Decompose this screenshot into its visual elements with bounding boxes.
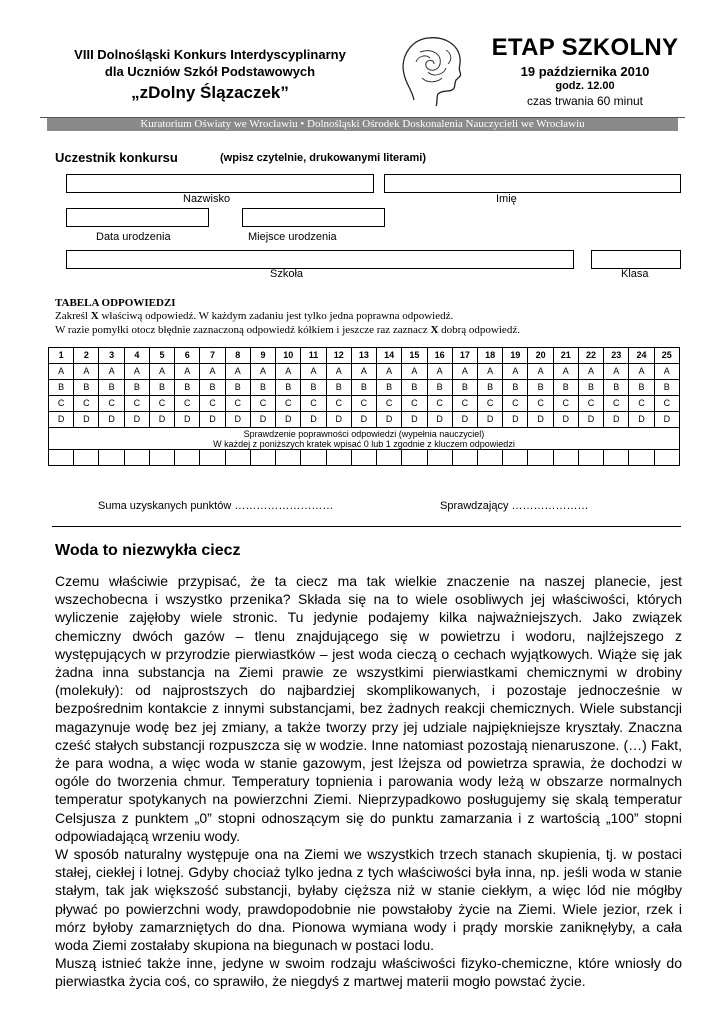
answer-option-cell[interactable]: B [503,380,528,396]
answer-option-cell[interactable]: B [402,380,427,396]
answer-option-cell[interactable]: A [200,364,225,380]
answer-option-cell[interactable]: A [553,364,578,380]
score-cell[interactable] [200,450,225,466]
contest-name: „zDolny Ślązaczek” [131,83,289,102]
answer-option-cell[interactable]: C [149,396,174,412]
teacher-note-line-1: Sprawdzenie poprawności odpowiedzi (wypełnia nauczyciel) [243,428,485,439]
answer-option-cell[interactable]: B [149,380,174,396]
answer-option-cell[interactable]: D [200,412,225,428]
score-cell[interactable] [377,450,402,466]
answer-option-cell[interactable]: B [301,380,326,396]
answer-option-cell[interactable]: B [528,380,553,396]
answer-option-cell[interactable]: A [326,364,351,380]
answer-option-cell[interactable]: B [377,380,402,396]
answer-option-cell[interactable]: D [427,412,452,428]
answer-option-cell[interactable]: D [124,412,149,428]
question-number: 6 [175,348,200,364]
question-number: 21 [553,348,578,364]
answer-option-cell[interactable]: A [351,364,376,380]
answer-option-cell[interactable]: D [351,412,376,428]
answer-option-cell[interactable]: C [301,396,326,412]
question-number: 11 [301,348,326,364]
answer-option-cell[interactable]: B [175,380,200,396]
score-cell[interactable] [124,450,149,466]
answer-option-cell[interactable]: D [99,412,124,428]
score-cell[interactable] [99,450,124,466]
answer-option-cell[interactable]: A [477,364,502,380]
question-number: 19 [503,348,528,364]
question-number: 10 [276,348,301,364]
first-name-field[interactable] [384,174,681,193]
answers-instruction-2: W razie pomyłki otocz błędnie zaznaczoną odpowiedź kółkiem i jeszcze raz zaznacz X dobrą odpowiedź. [55,324,520,336]
answer-option-cell[interactable]: A [124,364,149,380]
answers-table [48,347,680,466]
answer-row-d [49,412,680,428]
answer-option-cell[interactable]: A [528,364,553,380]
answer-option-cell[interactable]: A [402,364,427,380]
score-cell[interactable] [276,450,301,466]
question-number: 5 [149,348,174,364]
question-number: 16 [427,348,452,364]
answer-row-b [49,380,680,396]
score-cell[interactable] [326,450,351,466]
answer-option-cell[interactable]: B [452,380,477,396]
teacher-note-line-2: W każdej z poniższych kratek wpisać 0 lub 1 zgodnie z kluczem odpowiedzi [213,438,515,449]
answers-header-row [49,348,680,364]
answer-row-a [49,364,680,380]
answer-option-cell[interactable]: C [124,396,149,412]
score-cell[interactable] [604,450,629,466]
answer-option-cell[interactable]: B [276,380,301,396]
question-number: 13 [351,348,376,364]
question-number: 1 [49,348,74,364]
answer-option-cell[interactable]: C [326,396,351,412]
score-cell[interactable] [452,450,477,466]
score-cell[interactable] [351,450,376,466]
answer-option-cell[interactable]: B [74,380,99,396]
school-label: Szkoła [270,268,304,280]
answer-option-cell[interactable]: C [604,396,629,412]
answer-option-cell[interactable]: A [654,364,679,380]
score-cell[interactable] [74,450,99,466]
question-number: 12 [326,348,351,364]
contest-line-1: VIII Dolnośląski Konkurs Interdyscyplinarny [74,47,346,62]
contest-duration: czas trwania 60 minut [526,94,644,108]
score-cell[interactable] [477,450,502,466]
question-number: 7 [200,348,225,364]
question-number: 14 [377,348,402,364]
answer-option-cell[interactable]: C [578,396,603,412]
article-paragraph: W sposób naturalny występuje ona na Ziemi we wszystkich trzech stanach skupienia, tj. w postaci stałej, ciekłej i lotnej. Gdyby chociaż tylko jedna z tych właściwości była inna, np. jeśli woda w stanie stałym, tak jak większość substancji, byłaby cięższa niż w stanie ciekłym, a więc lód nie mógłby pływać po powierzchni wody, prawdopodobnie nie powstałoby życie na Ziemi. Wiele jezior, rzek i mórz byłoby zamarzniętych do dna. Pionowa wymiana wody i prądy morskie zaniknęłyby, a cała woda Ziemi zostałaby skupiona na biegunach w postaci lodu. [55,846,682,954]
question-number: 9 [250,348,275,364]
answer-option-cell[interactable]: D [528,412,553,428]
answer-option-cell[interactable]: B [477,380,502,396]
answer-option-cell[interactable]: C [528,396,553,412]
answer-option-cell[interactable]: A [250,364,275,380]
answer-option-cell[interactable]: C [175,396,200,412]
contest-date: 19 października 2010 [520,64,650,79]
answer-option-cell[interactable]: B [604,380,629,396]
score-cell[interactable] [654,450,679,466]
score-cell[interactable] [402,450,427,466]
answer-option-cell[interactable]: D [553,412,578,428]
answer-option-cell[interactable]: C [49,396,74,412]
answer-option-cell[interactable]: D [301,412,326,428]
answer-option-cell[interactable]: D [452,412,477,428]
score-cell[interactable] [149,450,174,466]
answers-table-title: TABELA ODPOWIEDZI [55,297,176,309]
answer-option-cell[interactable]: D [149,412,174,428]
question-number: 25 [654,348,679,364]
question-number: 24 [629,348,654,364]
answer-option-cell[interactable]: D [326,412,351,428]
question-number: 23 [604,348,629,364]
answer-option-cell[interactable]: A [503,364,528,380]
question-number: 2 [74,348,99,364]
checker-label: Sprawdzający ………………… [440,500,589,512]
article-paragraph: Muszą istnieć także inne, jedyne w swoim rodzaju właściwości fizyko-chemiczne, które wniosły do pierwiastka życia coś, co sprawiło, że niegdyś z martwej materii mogło powstać życie. [55,955,682,990]
answer-option-cell[interactable]: C [629,396,654,412]
stage-title: ETAP SZKOLNY [491,34,679,61]
contest-line-2: dla Uczniów Szkół Podstawowych [104,64,316,79]
answer-option-cell[interactable]: D [654,412,679,428]
answer-option-cell[interactable]: C [250,396,275,412]
score-cell[interactable] [250,450,275,466]
teacher-note [49,428,680,450]
answer-option-cell[interactable]: D [175,412,200,428]
answer-option-cell[interactable]: C [74,396,99,412]
answer-option-cell[interactable]: B [225,380,250,396]
score-row [49,450,680,466]
section-divider [52,526,681,527]
answer-option-cell[interactable]: C [503,396,528,412]
answer-option-cell[interactable]: B [99,380,124,396]
birth-place-field[interactable] [242,208,385,227]
answer-option-cell[interactable]: A [99,364,124,380]
answer-option-cell[interactable]: D [49,412,74,428]
score-cell[interactable] [225,450,250,466]
answer-option-cell[interactable]: D [225,412,250,428]
answer-option-cell[interactable]: B [351,380,376,396]
answer-option-cell[interactable]: C [477,396,502,412]
score-cell[interactable] [528,450,553,466]
answer-option-cell[interactable]: C [553,396,578,412]
answer-option-cell[interactable]: C [276,396,301,412]
score-cell[interactable] [503,450,528,466]
birth-place-label: Miejsce urodzenia [248,231,337,243]
answer-option-cell[interactable]: A [427,364,452,380]
answer-option-cell[interactable]: D [74,412,99,428]
answer-option-cell[interactable]: B [629,380,654,396]
participant-title: Uczestnik konkursu [55,150,178,165]
points-sum-label: Suma uzyskanych punktów ……………………… [98,500,334,512]
answer-option-cell[interactable]: A [175,364,200,380]
head-profile-logo-icon [392,28,472,110]
answer-option-cell[interactable]: B [654,380,679,396]
class-field[interactable] [591,250,681,269]
teacher-note-row [49,428,680,450]
answer-option-cell[interactable]: A [452,364,477,380]
participant-hint: (wpisz czytelnie, drukowanymi literami) [220,152,426,164]
question-number: 22 [578,348,603,364]
question-number: 17 [452,348,477,364]
class-label: Klasa [621,268,649,280]
question-number: 15 [402,348,427,364]
answer-option-cell[interactable]: A [604,364,629,380]
question-number: 8 [225,348,250,364]
birth-date-label: Data urodzenia [96,231,171,243]
answers-instruction-1: Zakreśl X właściwą odpowiedź. W każdym zadaniu jest tylko jedna poprawna odpowiedź. [55,310,454,322]
answer-option-cell[interactable]: D [578,412,603,428]
answer-option-cell[interactable]: D [402,412,427,428]
answer-option-cell[interactable]: B [578,380,603,396]
answer-option-cell[interactable]: D [276,412,301,428]
question-number: 3 [99,348,124,364]
answer-option-cell[interactable]: A [301,364,326,380]
answer-option-cell[interactable]: C [225,396,250,412]
answer-option-cell[interactable]: A [276,364,301,380]
article-paragraph: Czemu właściwie przypisać, że ta ciecz ma tak wielkie znaczenie na naszej planecie, jest wszechobecna i wszystko przenika? Składa się na to wiele osobliwych jej właściwości, których wyliczenie zajęłoby wiele stronic. Tu jedynie podajemy kilka najważniejszych. Jako związek chemiczny dwóch gazów – tlenu znajdującego się w powietrzu i wodoru, najlżejszego z występujących w przyrodzie pierwiastków – jest woda cieczą o cechach wyjątkowych. Wiąże się jak żadna inna substancja na Ziemi prawie ze wszystkimi pierwiastkami chemicznymi w drobiny (molekuły): od najprostszych do najbardziej skomplikowanych, i pozostaje jednocześnie w bezpośrednim kontakcie z innymi substancjami, bez żadnych reakcji chemicznych. Wiele substancji magazynuje wodę bez jej zmiany, a także tworzy przy jej udziale najpiękniejsze kryształy. Znaczna cześć stałych substancji rozpuszcza się w wodzie. Inne natomiast pozostają nienaruszone. (…) Fakt, że para wodna, a więc woda w stanie gazowym, jest lżejsza od powietrza sprawia, że dochodzi w ogóle do tworzenia chmur. Temperatury topnienia i parowania wody leżą w obszarze normalnych temperatur spotykanych na powierzchni Ziemi. Nieprzypadkowo posługujemy się skalą temperatur Celsjusza z punktem „0” stopni odnoszącym się do punktu zamarzania i z wartością „100” stopni odpowiadającą wrzeniu wody. [55,573,682,844]
question-number: 20 [528,348,553,364]
answer-option-cell[interactable]: B [427,380,452,396]
answer-option-cell[interactable]: B [553,380,578,396]
first-name-label: Imię [496,193,517,205]
birth-date-field[interactable] [66,208,209,227]
score-cell[interactable] [301,450,326,466]
answer-option-cell[interactable]: B [250,380,275,396]
answer-option-cell[interactable]: D [629,412,654,428]
answer-option-cell[interactable]: B [49,380,74,396]
score-cell[interactable] [427,450,452,466]
answer-option-cell[interactable]: B [124,380,149,396]
answer-option-cell[interactable]: C [402,396,427,412]
answer-option-cell[interactable]: D [477,412,502,428]
answer-option-cell[interactable]: A [74,364,99,380]
school-field[interactable] [66,250,574,269]
answer-option-cell[interactable]: C [99,396,124,412]
organizer-banner: Kuratorium Oświaty we Wrocławiu • Dolnośląski Ośrodek Doskonalenia Nauczycieli we Wrocławiu [47,118,678,131]
score-cell[interactable] [49,450,74,466]
answer-option-cell[interactable]: C [452,396,477,412]
answer-option-cell[interactable]: D [250,412,275,428]
answer-option-cell[interactable]: C [351,396,376,412]
score-cell[interactable] [578,450,603,466]
answer-option-cell[interactable]: D [604,412,629,428]
score-cell[interactable] [553,450,578,466]
answer-option-cell[interactable]: C [654,396,679,412]
answer-row-c [49,396,680,412]
score-cell[interactable] [175,450,200,466]
answer-option-cell[interactable]: B [200,380,225,396]
answer-option-cell[interactable]: A [629,364,654,380]
answer-option-cell[interactable]: D [377,412,402,428]
answer-option-cell[interactable]: A [149,364,174,380]
surname-label: Nazwisko [183,193,231,205]
answer-option-cell[interactable]: D [503,412,528,428]
answer-option-cell[interactable]: A [225,364,250,380]
answer-option-cell[interactable]: B [326,380,351,396]
contest-time: godz. 12.00 [555,80,615,92]
answer-option-cell[interactable]: A [377,364,402,380]
answer-option-cell[interactable]: C [377,396,402,412]
answer-option-cell[interactable]: A [578,364,603,380]
article-title: Woda to niezwykła ciecz [55,542,241,559]
score-cell[interactable] [629,450,654,466]
answer-option-cell[interactable]: C [427,396,452,412]
question-number: 18 [477,348,502,364]
question-number: 4 [124,348,149,364]
surname-field[interactable] [66,174,374,193]
answer-option-cell[interactable]: A [49,364,74,380]
answer-option-cell[interactable]: C [200,396,225,412]
article-body [55,572,682,991]
